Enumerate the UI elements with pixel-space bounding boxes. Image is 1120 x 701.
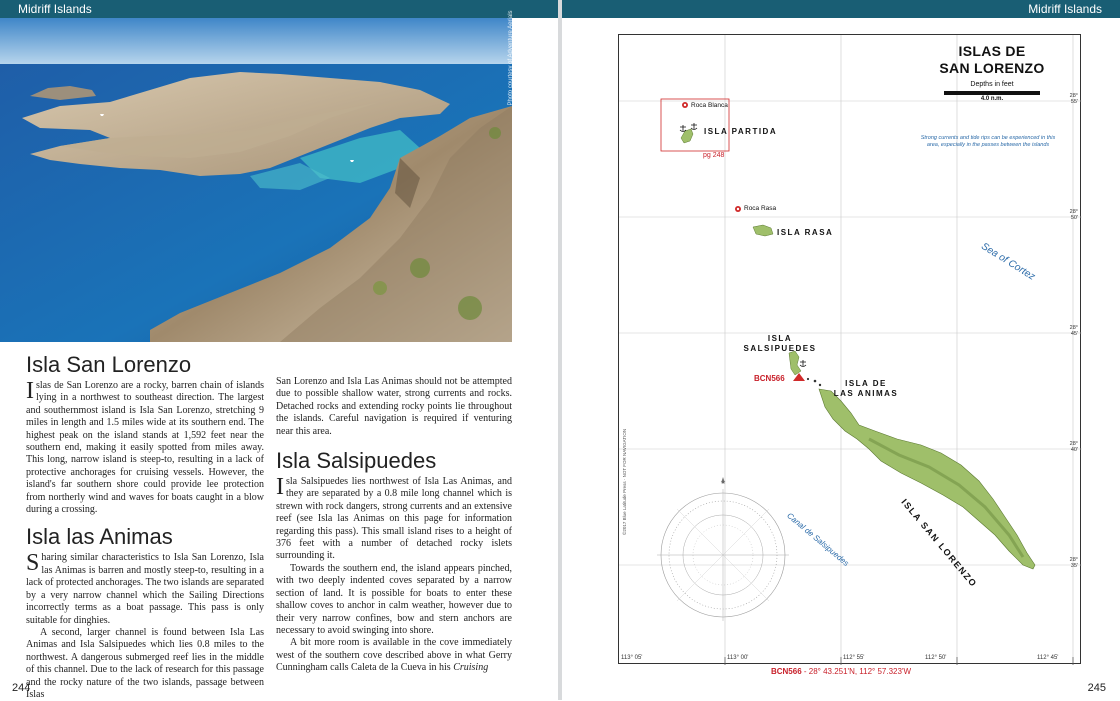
label-sea-of-cortez: Sea of Cortez	[979, 241, 1037, 283]
currents-note: Strong currents and tide rips can be experienced in this area, especially in the passes between the islands	[920, 135, 1056, 148]
svg-text:★: ★	[720, 480, 726, 486]
scale-bar	[944, 91, 1040, 95]
right-page	[562, 0, 1120, 700]
aerial-photo	[0, 10, 514, 342]
paragraph-las-animas-3: San Lorenzo and Isla Las Animas should not be attempted due to possible shallow water, strong currents and rocks. Detached rocks and extending rocky points lie throughout the islands. Careful navigation is required if venturing near this area.	[276, 376, 512, 437]
label-canal-de-salsipuedes: Canal de Salsipuedes	[785, 511, 851, 568]
label-isla-de-las-animas: ISLA DE LAS ANIMAS	[833, 379, 899, 398]
chart-copyright: ©2017 Blue Latitude Press · NOT FOR NAVIGATION	[622, 428, 627, 535]
dropcap: S	[26, 550, 40, 577]
paragraph-salsipuedes-1: Isla Salsipuedes lies northwest of Isla Las Animas, and they are separated by a 0.8 mile long channel which is strewn with rock dangers, strong currents and an extensive reef (see Isla las Animas on this page for information regarding this pass). This small island rises to a height of 376 feet with a number of detached rocky islets surrounding it.	[276, 474, 512, 562]
paragraph-salsipuedes-3: A bit more room is available in the cove immediately west of the southern cove described above in what Gerry Cunningham calls Caleta de la Cueva in his Cruising	[276, 637, 512, 674]
chart-title-block	[932, 43, 1052, 102]
longitude-label: 112° 55'	[843, 655, 865, 661]
scale-label: 4.0 n.m.	[980, 96, 1004, 102]
paragraph-san-lorenzo: Islas de San Lorenzo are a rocky, barren chain of islands lying in a northwest to southeast direction. The largest and southernmost island is Isla San Lorenzo, stretching 9 miles in length and 1.5 miles wide at its southern end. The highest peak on the island stands at 1,592 feet near the southern end, making it easily spotted from miles away. This long, narrow island is steep-to, resulting in a lack of protective anchorages for cruising vessels. However, the island's far southern shore could provide lee protection from northerly wind and waves for boats caught in a blow during a crossing.	[26, 378, 264, 516]
page-reference: pg 248	[703, 152, 725, 159]
longitude-label: 113° 05'	[621, 655, 643, 661]
latitude-label: 28° 45'	[1069, 325, 1078, 337]
chart-grid	[619, 35, 1082, 665]
latitude-label: 28° 55'	[1069, 93, 1078, 105]
heading-isla-las-animas: Isla las Animas	[26, 524, 173, 550]
paragraph-salsipuedes-2: Towards the southern end, the island appears pinched, with two deeply indented coves separated by a narrow section of land. It is possible for boats to enter these shallow coves to anchor in calm weather, however due to their very narrow confines, bow and stern anchors are necessary to avoid swinging into shore.	[276, 562, 512, 636]
label-roca-blanca: Roca Blanca	[691, 102, 728, 109]
waypoint-caption: BCN566 - 28° 43.251'N, 112° 57.323'W	[770, 667, 912, 676]
page-number: 245	[1087, 682, 1106, 694]
page-number: 244	[12, 682, 31, 694]
chart-title-line2: SAN LORENZO	[939, 60, 1045, 76]
label-roca-rasa: Roca Rasa	[744, 205, 777, 212]
running-header: Midriff Islands	[562, 0, 1120, 18]
latitude-label: 28° 35'	[1069, 557, 1078, 569]
dropcap: I	[26, 378, 34, 404]
latitude-label: 28° 50'	[1069, 209, 1078, 221]
photo-credit: Photo courtesy of Adventure Aerials	[508, 10, 514, 106]
isla-san-lorenzo-shape	[819, 389, 1035, 569]
label-isla-partida: ISLA PARTIDA	[704, 127, 778, 136]
heading-isla-salsipuedes: Isla Salsipuedes	[276, 448, 437, 474]
longitude-label: 112° 50'	[925, 655, 947, 661]
label-isla-salsipuedes: ISLA SALSIPUEDES	[743, 334, 817, 353]
text-column-left	[26, 352, 264, 701]
latitude-label: 28° 40'	[1069, 441, 1078, 453]
nautical-chart	[618, 34, 1081, 664]
text-column-right	[276, 376, 512, 675]
label-isla-san-lorenzo: ISLA SAN LORENZO	[899, 497, 980, 590]
label-waypoint: BCN566	[754, 374, 785, 383]
longitude-label: 113° 00'	[727, 655, 749, 661]
compass-rose	[657, 477, 789, 621]
paragraph-las-animas-1: Sharing similar characteristics to Isla San Lorenzo, Isla las Animas is barren and mostly steep-to, resulting in a lack of protected anchorages. The two islands are separated by a very narrow channel which the Sailing Directions incorrectly terms as a boat passage. This pass is only suitable for dinghies.	[26, 550, 264, 626]
label-isla-rasa: ISLA RASA	[777, 228, 834, 237]
running-header: Midriff Islands	[0, 0, 558, 18]
isla-rasa-shape	[753, 225, 773, 236]
anchor-icons	[680, 123, 806, 367]
heading-isla-san-lorenzo: Isla San Lorenzo	[26, 352, 192, 377]
paragraph-las-animas-2: A second, larger channel is found between Isla Las Animas and Isla Salsipuedes which lies 0.8 miles to the northwest. A dangerous submerged reef lies in the middle of this channel. Due to the lack of research for this passage and the rocky nature of the two islands, passage between Islas	[26, 626, 264, 700]
dropcap: I	[276, 474, 284, 501]
chart-subtitle: Depths in feet	[970, 81, 1014, 88]
left-page	[0, 0, 558, 700]
longitude-label: 112° 45'	[1037, 655, 1059, 661]
chart-title-line1: ISLAS DE	[958, 43, 1026, 59]
isla-salsipuedes-shape	[789, 351, 801, 375]
